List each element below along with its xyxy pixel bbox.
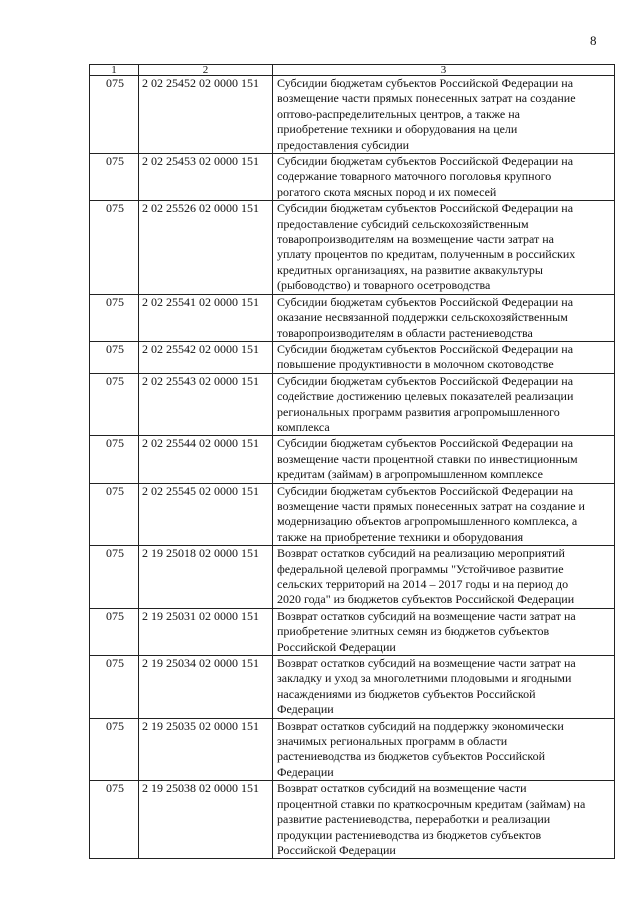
revenue-name-line: содействие достижению целевых показателей реализации <box>277 389 574 404</box>
revenue-name-line: развитие растениеводства, переработки и реализации <box>277 812 551 827</box>
budget-code-cell: 2 19 25038 02 0000 151 <box>139 781 273 859</box>
revenue-name-line: продукции растениеводства из бюджетов субъектов <box>277 827 542 842</box>
revenue-name-line: Субсидии бюджетам субъектов Российской Федерации на <box>277 154 574 169</box>
budget-code-cell: 2 02 25545 02 0000 151 <box>139 483 273 546</box>
table-row <box>90 201 615 294</box>
revenue-name-line: Российской Федерации <box>277 842 396 857</box>
page-number: 8 <box>590 33 597 48</box>
revenue-name-line: Субсидии бюджетам субъектов Российской Федерации на <box>277 294 574 309</box>
revenue-name-cell <box>273 341 615 373</box>
budget-code-cell: 2 02 25452 02 0000 151 <box>139 76 273 154</box>
revenue-name-line: растениеводства из бюджетов субъектов Российской <box>277 749 545 764</box>
header-row <box>90 65 615 76</box>
revenue-name-line: товаропроизводителям в области растениеводства <box>277 325 533 340</box>
revenue-name-cell <box>273 718 615 781</box>
revenue-name-cell <box>273 483 615 546</box>
revenue-name-line: Субсидии бюджетам субъектов Российской Федерации на <box>277 373 574 388</box>
revenue-name-line: Субсидии бюджетам субъектов Российской Федерации на <box>277 436 574 451</box>
budget-code-cell: 2 02 25541 02 0000 151 <box>139 294 273 341</box>
table-row <box>90 294 615 341</box>
revenue-name-line: уплату процентов по кредитам, полученным в российских <box>277 247 576 262</box>
budget-code-cell: 2 19 25018 02 0000 151 <box>139 546 273 609</box>
revenue-name-cell <box>273 546 615 609</box>
revenue-name-line: предоставление субсидий сельскохозяйственным <box>277 216 529 231</box>
revenue-name-cell <box>273 294 615 341</box>
revenue-name-line: закладку и уход за многолетними плодовыми и ягодными <box>277 671 572 686</box>
admin-code-cell: 075 <box>90 294 139 341</box>
header-col-3: 3 <box>273 65 615 76</box>
revenue-name-line: кредитам (займам) в агропромышленном комплексе <box>277 467 543 482</box>
table-row <box>90 436 615 483</box>
revenue-name-line: Возврат остатков субсидий на возмещение части <box>277 781 527 796</box>
revenue-name-line: Возврат остатков субсидий на реализацию мероприятий <box>277 546 565 561</box>
revenue-name-line: возмещение части процентной ставки по инвестиционным <box>277 451 578 466</box>
revenue-name-cell <box>273 201 615 294</box>
revenue-name-cell <box>273 608 615 655</box>
budget-code-cell: 2 02 25544 02 0000 151 <box>139 436 273 483</box>
revenue-name-cell <box>273 436 615 483</box>
revenue-name-line: также на приобретение техники и оборудования <box>277 529 524 544</box>
revenue-name-line: Возврат остатков субсидий на возмещение части затрат на <box>277 656 576 671</box>
admin-code-cell: 075 <box>90 341 139 373</box>
table-row <box>90 718 615 781</box>
table-row <box>90 154 615 201</box>
revenue-name-line: содержание товарного маточного поголовья крупного <box>277 169 552 184</box>
table-row <box>90 483 615 546</box>
table-row <box>90 373 615 436</box>
revenue-name-line: Субсидии бюджетам субъектов Российской Федерации на <box>277 483 574 498</box>
budget-code-cell: 2 02 25526 02 0000 151 <box>139 201 273 294</box>
revenue-name-line: предоставления субсидии <box>277 137 410 152</box>
revenue-name-line: рогатого скота мясных пород и их помесей <box>277 184 497 199</box>
table-row <box>90 341 615 373</box>
table-row <box>90 781 615 859</box>
revenue-name-cell <box>273 781 615 859</box>
revenue-name-line: Федерации <box>277 764 334 779</box>
revenue-name-line: (рыбоводство) и товарного осетроводства <box>277 278 491 293</box>
header-col-1: 1 <box>90 65 139 76</box>
budget-code-cell: 2 19 25031 02 0000 151 <box>139 608 273 655</box>
budget-code-cell: 2 02 25453 02 0000 151 <box>139 154 273 201</box>
table-row <box>90 76 615 154</box>
admin-code-cell: 075 <box>90 436 139 483</box>
revenue-name-cell <box>273 656 615 719</box>
revenue-name-line: модернизацию объектов агропромышленного комплекса, а <box>277 514 578 529</box>
admin-code-cell: 075 <box>90 781 139 859</box>
budget-codes-table <box>89 64 615 859</box>
budget-code-cell: 2 02 25542 02 0000 151 <box>139 341 273 373</box>
revenue-name-line: товаропроизводителям на возмещение части затрат на <box>277 232 555 247</box>
table-row <box>90 656 615 719</box>
revenue-name-line: приобретение элитных семян из бюджетов субъектов <box>277 624 550 639</box>
admin-code-cell: 075 <box>90 608 139 655</box>
revenue-name-line: 2020 года" из бюджетов субъектов Российской Федерации <box>277 592 575 607</box>
revenue-name-line: насаждениями из бюджетов субъектов Российской <box>277 686 536 701</box>
table-body <box>90 76 615 859</box>
revenue-name-line: оптово-распределительных центров, а также на <box>277 106 520 121</box>
revenue-name-line: повышение продуктивности в молочном скотоводстве <box>277 357 554 372</box>
revenue-name-line: приобретение техники и оборудования на цели <box>277 122 518 137</box>
budget-code-cell: 2 19 25034 02 0000 151 <box>139 656 273 719</box>
revenue-name-line: значимых региональных программ в области <box>277 734 508 749</box>
revenue-name-line: Субсидии бюджетам субъектов Российской Федерации на <box>277 76 574 90</box>
admin-code-cell: 075 <box>90 483 139 546</box>
revenue-name-line: процентной ставки по краткосрочным кредитам (займам) на <box>277 796 586 811</box>
revenue-name-line: региональных программ развития агропромышленного <box>277 404 560 419</box>
admin-code-cell: 075 <box>90 76 139 154</box>
revenue-name-line: возмещение части прямых понесенных затрат на создание <box>277 91 576 106</box>
revenue-name-line: Федерации <box>277 702 334 717</box>
revenue-name-line: возмещение части прямых понесенных затрат на создание и <box>277 498 585 513</box>
revenue-name-cell <box>273 154 615 201</box>
revenue-name-line: сельских территорий на 2014 – 2017 годы и на период до <box>277 577 569 591</box>
revenue-name-line: оказание несвязанной поддержки сельскохозяйственным <box>277 310 568 325</box>
budget-code-cell: 2 02 25543 02 0000 151 <box>139 373 273 436</box>
revenue-name-line: кредитных организациях, на развитие аквакультуры <box>277 262 543 277</box>
revenue-name-line: Возврат остатков субсидий на возмещение части затрат на <box>277 608 576 623</box>
revenue-name-cell <box>273 76 615 154</box>
admin-code-cell: 075 <box>90 154 139 201</box>
revenue-name-cell <box>273 373 615 436</box>
budget-code-cell: 2 19 25035 02 0000 151 <box>139 718 273 781</box>
header-col-2: 2 <box>139 65 273 76</box>
admin-code-cell: 075 <box>90 373 139 436</box>
revenue-name-line: комплекса <box>277 419 330 434</box>
admin-code-cell: 075 <box>90 656 139 719</box>
admin-code-cell: 075 <box>90 718 139 781</box>
revenue-name-line: Возврат остатков субсидий на поддержку экономически <box>277 718 564 733</box>
revenue-name-line: Российской Федерации <box>277 639 396 654</box>
revenue-name-line: Субсидии бюджетам субъектов Российской Федерации на <box>277 201 574 216</box>
admin-code-cell: 075 <box>90 201 139 294</box>
admin-code-cell: 075 <box>90 546 139 609</box>
table-header <box>90 65 615 76</box>
table-row <box>90 546 615 609</box>
revenue-name-line: федеральной целевой программы "Устойчивое развитие <box>277 561 564 576</box>
revenue-name-line: Субсидии бюджетам субъектов Российской Федерации на <box>277 341 574 356</box>
table-row <box>90 608 615 655</box>
